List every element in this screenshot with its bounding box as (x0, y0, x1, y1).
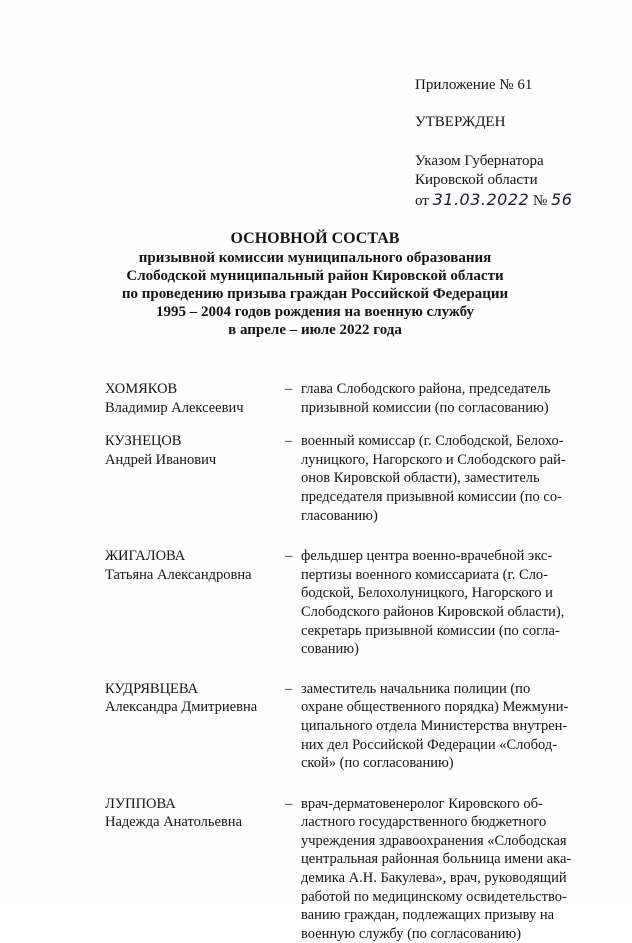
document-title (80, 230, 550, 339)
member-entry (105, 380, 587, 417)
member-entry (105, 432, 587, 525)
member-dash: – (285, 680, 293, 697)
role-line: демика А.Н. Бакулева», врач, руководящий (301, 870, 567, 887)
decree-line-2: Кировской области (415, 172, 538, 188)
role-line: них дел Российской Федерации «Слобод- (301, 736, 558, 753)
member-entry (105, 795, 587, 943)
role-line: пертизы военного комиссариата (г. Сло- (301, 566, 549, 583)
member-name (105, 380, 285, 417)
member-name (105, 432, 285, 525)
member-dash: – (285, 795, 293, 812)
role-line: военную службу (по согласованию) (301, 925, 522, 942)
title-line: по проведению призыва граждан Российской Федерации (121, 286, 509, 302)
member-given-name: Александра Дмитриевна (105, 699, 258, 716)
member-given-name: Татьяна Александровна (105, 566, 252, 583)
member-role (301, 380, 587, 417)
role-line: бодской, Белохолуницкого, Нагорского и (301, 585, 553, 602)
member-given-name: Надежда Анатольевна (105, 814, 242, 831)
title-main: ОСНОВНОЙ СОСТАВ (230, 230, 400, 247)
member-name (105, 795, 285, 943)
member-role (301, 432, 587, 525)
decree-line-1: Указом Губернатора (415, 153, 544, 169)
member-entry (105, 680, 587, 773)
role-line: председателя призывной комиссии (по со- (301, 488, 562, 505)
role-line: ластного государственного бюджетного (301, 814, 547, 831)
role-line: центральная районная больница имени ака- (301, 851, 572, 868)
member-surname: КУЗНЕЦОВ (105, 433, 182, 450)
member-role (301, 680, 587, 773)
number-sign: № (532, 193, 548, 209)
role-line: военный комиссар (г. Слободской, Белохо- (301, 433, 564, 450)
title-line: 1995 – 2004 годов рождения на военную службу (155, 304, 475, 320)
role-line: учреждения здравоохранения «Слободская (301, 832, 567, 849)
member-surname: КУДРЯВЦЕВА (105, 680, 199, 697)
member-given-name: Андрей Иванович (105, 451, 217, 468)
role-line: заместитель начальника полиции (по (301, 680, 531, 697)
title-line: Слободской муниципальный район Кировской области (126, 268, 504, 284)
role-line: сованию) (301, 641, 359, 658)
appendix-label: Приложение № 61 (415, 77, 533, 93)
member-dash: – (285, 433, 293, 450)
member-name (105, 680, 285, 773)
member-given-name: Владимир Алексеевич (105, 399, 244, 416)
title-line: в апреле – июле 2022 года (228, 322, 402, 338)
member-name (105, 547, 285, 659)
member-dash: – (285, 381, 293, 397)
role-line: врач-дерматовенеролог Кировского об- (301, 795, 543, 812)
member-entry (105, 547, 587, 659)
member-role (301, 547, 587, 659)
title-line: призывной комиссии муниципального образования (138, 250, 492, 266)
member-surname: ХОМЯКОВ (105, 381, 178, 397)
date-prefix: от (415, 193, 429, 209)
members-list (105, 380, 587, 943)
role-line: Слободского районов Кировской области), (301, 603, 565, 620)
role-line: ванию граждан, подлежащих призыву на (301, 907, 555, 924)
member-dash: – (285, 548, 293, 565)
role-line: онов Кировской области), заместитель (301, 470, 540, 487)
role-line: гласованию) (301, 507, 378, 524)
role-line: ской» (по согласованию) (301, 755, 454, 772)
member-role (301, 795, 587, 943)
approved-label: УТВЕРЖДЕН (415, 114, 506, 130)
role-line: фельдшер центра военно-врачебной экс- (301, 548, 553, 565)
handwritten-number: 56 (551, 190, 573, 209)
role-line: призывной комиссии (по согласованию) (301, 399, 549, 416)
decree-date-line (415, 190, 615, 211)
member-surname: ЛУППОВА (105, 795, 176, 812)
approval-block (415, 76, 615, 211)
role-line: охране общественного порядка) Межмуни- (301, 699, 569, 716)
role-line: секретарь призывной комиссии (по согла- (301, 622, 560, 639)
role-line: глава Слободского района, председатель (301, 381, 551, 397)
member-surname: ЖИГАЛОВА (105, 548, 186, 565)
role-line: ципального отдела Министерства внутрен- (301, 717, 568, 734)
role-line: работой по медицинскому освидетельство- (301, 888, 567, 905)
role-line: луницкого, Нагорского и Слободского рай- (301, 451, 566, 468)
handwritten-date: 31.03.2022 (432, 190, 530, 209)
